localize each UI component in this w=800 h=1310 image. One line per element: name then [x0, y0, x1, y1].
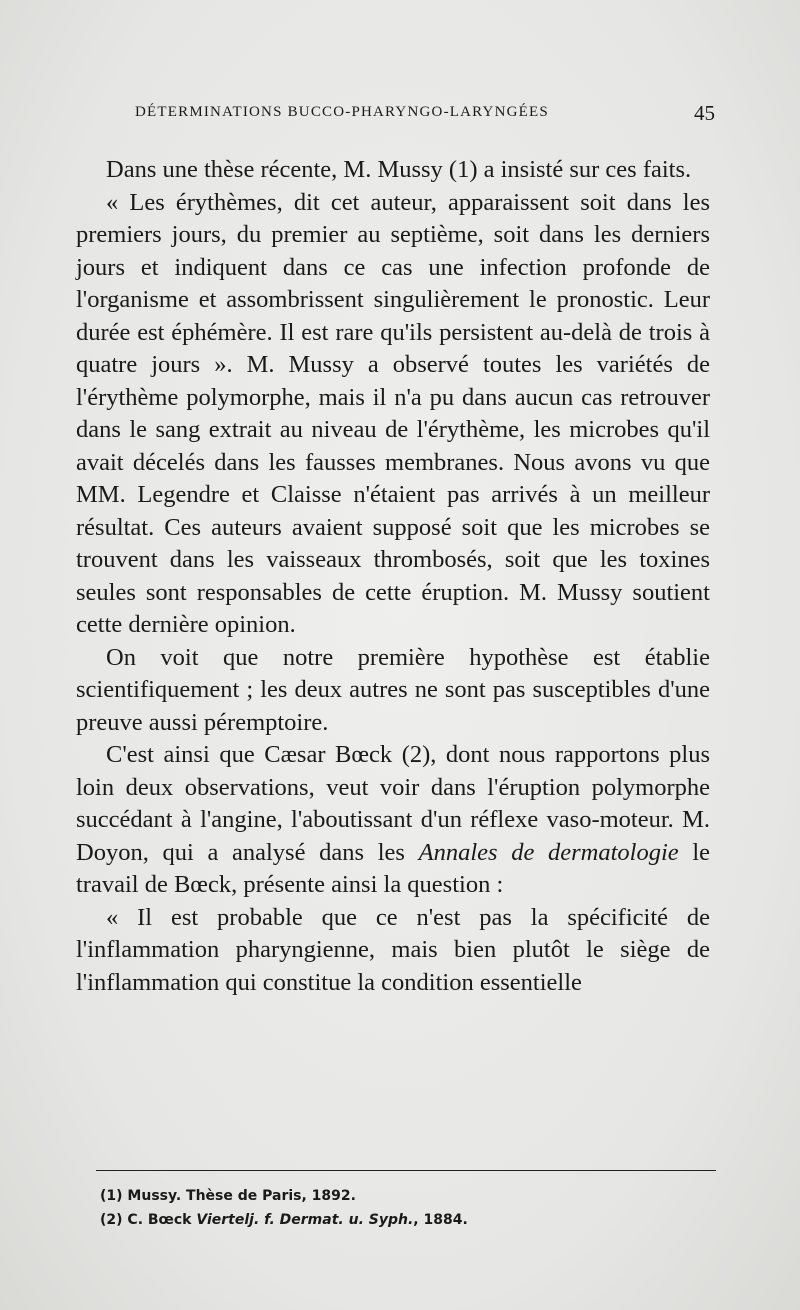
page-number: 45 [694, 101, 715, 125]
paragraph-text: le travail de Bœck, présente ainsi la question : [76, 838, 711, 898]
footnote-marker: (2) [100, 1212, 123, 1228]
footnote-text: C. Bœck [127, 1212, 197, 1228]
paragraph: On voit que notre première hypothèse est établie scientifiquement ; les deux autres ne sont pas susceptibles d'une preuve aussi péremptoire. [76, 643, 710, 736]
footnote [100, 1208, 720, 1232]
running-title: DÉTERMINATIONS BUCCO-PHARYNGO-LARYNGÉES [135, 104, 549, 120]
footnote-marker: (1) [100, 1188, 123, 1204]
paragraph: « Les érythèmes, dit cet auteur, apparaissent soit dans les premiers jours, du premier au septième, soit dans les derniers jours et indiquent dans ce cas une infection profonde de l'organisme et assombrissent singulièrement le pronostic. Leur durée est éphémère. Il est rare qu'ils persistent au-delà de trois à quatre jours ». M. Mussy a observé toutes les variétés de l'érythème polymorphe, mais il n'a pu dans aucun cas retrouver dans le sang extrait au niveau de l'érythème, les microbes qu'il avait décelés dans les fausses membranes. Nous avons vu que MM. Legendre et Claisse n'étaient pas arrivés à un meilleur résultat. Ces auteurs avaient supposé soit que les microbes se trouvent dans les vaisseaux thrombosés, soit que les toxines seules sont responsables de cette éruption. M. Mussy soutient cette dernière opinion. [76, 188, 710, 638]
paragraph [76, 739, 710, 902]
paragraph: « Il est probable que ce n'est pas la spécificité de l'inflammation pharyngienne, mais bien plutôt le siège de l'inflammation qui constitue la condition essentielle [76, 903, 710, 996]
footnote-journal: Viertelj. f. Dermat. u. Syph. [196, 1212, 414, 1228]
footnotes [100, 1184, 720, 1232]
paragraph: Dans une thèse récente, M. Mussy (1) a insisté sur ces faits. [106, 156, 692, 183]
paragraph-text: C'est ainsi que Cæsar Bœck (2), dont nous rapportons plus loin deux observations, veut voir dans l'éruption polymorphe succédant à l'angine, l'aboutissant d'un réflexe vaso-moteur. M. Doyon, qui a analysé dans les [76, 741, 710, 866]
body-text [76, 154, 710, 999]
footnote-text: , 1884. [413, 1212, 468, 1228]
running-head [135, 101, 715, 130]
footnote-text: Mussy. Thèse de Paris, 1892. [127, 1188, 356, 1204]
footnote [100, 1184, 720, 1208]
footnote-rule [96, 1170, 716, 1171]
journal-title: Annales de dermatologie [418, 838, 679, 866]
